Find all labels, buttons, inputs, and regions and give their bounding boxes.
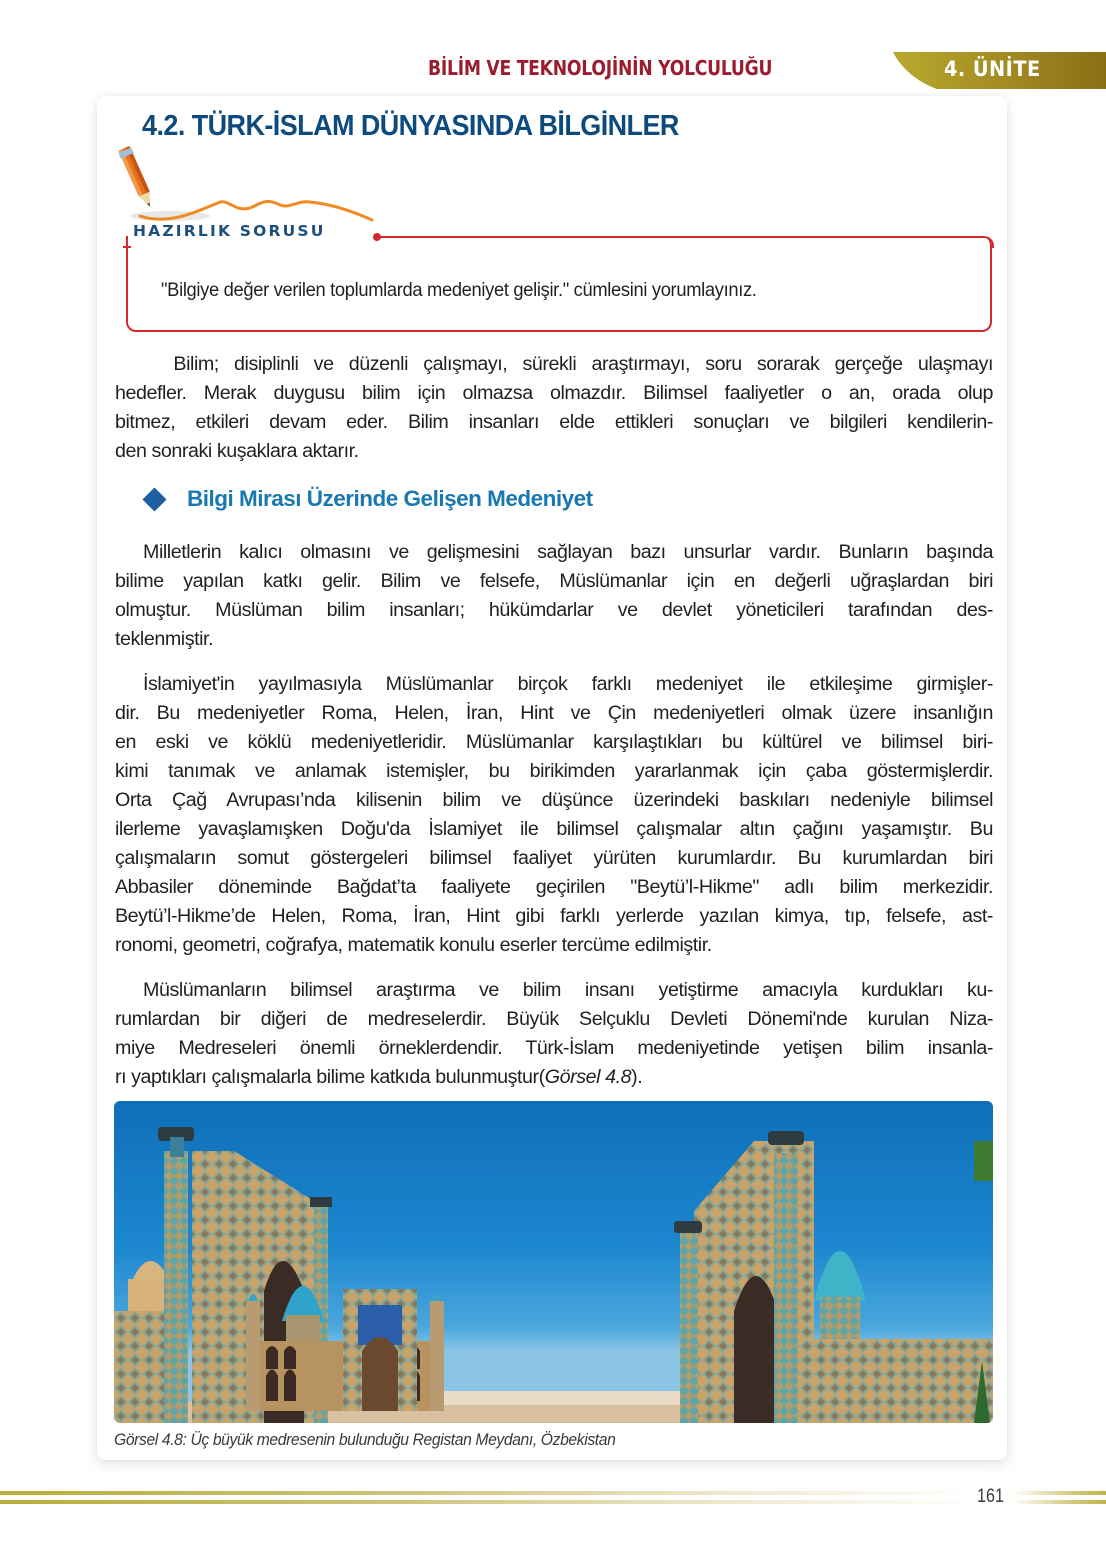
paragraph-text: ).	[631, 1066, 643, 1088]
paragraph-line	[115, 1063, 993, 1092]
paragraph-1	[115, 538, 993, 654]
preparation-question: "Bilgiye değer verilen toplumlarda medeniyet gelişir." cümlesini yorumlayınız.	[161, 279, 757, 301]
paragraph-line: Müslümanların bilimsel araştırma ve bilim insanı yetiştirme amacıyla kurdukları ku-	[143, 979, 993, 1001]
paragraph-line: kimi tanımak ve anlamak istemişler, bu birikimden yararlanmak için çaba göstermişlerdir.	[115, 760, 993, 782]
footer-rule	[1012, 1491, 1106, 1495]
figure-caption: Görsel 4.8: Üç büyük medresenin bulunduğu Registan Meydanı, Özbekistan	[114, 1431, 616, 1449]
section-title: 4.2. TÜRK-İSLAM DÜNYASINDA BİLGİNLER	[142, 110, 679, 142]
paragraph-line: Orta Çağ Avrupası’nda kilisenin bilim ve düşünce üzerindeki baskıları nedeniyle bilimsel	[115, 789, 993, 811]
subheading	[144, 486, 593, 512]
paragraph-line: çalışmaların somut göstergeleri bilimsel faaliyet yürüten kurumlardır. Bu kurumlardan biri	[115, 847, 993, 869]
preparation-label: HAZIRLIK SORUSU	[133, 222, 326, 240]
figure-reference-link[interactable]: Görsel 4.8	[544, 1066, 632, 1088]
paragraph-line: Abbasiler döneminde Bağdat’ta faaliyete geçirilen "Beytü’l-Hikme" adlı bilim merkezidir.	[115, 876, 993, 898]
subheading-title: Bilgi Mirası Üzerinde Gelişen Medeniyet	[187, 486, 593, 511]
paragraph-line: bitmez, etkileri devam eder. Bilim insanları elde ettikleri sonuçları ve bilgileri kendilerin-	[115, 411, 993, 433]
pencil-icon	[110, 140, 380, 230]
paragraph-2	[115, 670, 993, 960]
intro-paragraph	[115, 350, 993, 466]
paragraph-line: ronomi, geometri, coğrafya, matematik konulu eserler tercüme edilmiştir.	[115, 934, 712, 956]
paragraph-line: rumlardan bir diğeri de medreselerdir. Büyük Selçuklu Devleti Dönemi'nde kurulan Niza-	[115, 1008, 993, 1030]
diamond-bullet-icon	[142, 487, 166, 511]
preparation-dot	[373, 233, 381, 241]
paragraph-text: rı yaptıkları çalışmalarla bilime katkıda bulunmuştur(	[115, 1066, 545, 1088]
page-number: 161	[977, 1486, 1004, 1507]
paragraph-line: ilerleme yavaşlamışken Doğu'da İslamiyet ile bilimsel çalışmalar altın çağını yaşamıştır. Bu	[115, 818, 993, 840]
footer-rule	[0, 1491, 980, 1495]
registan-photo	[114, 1101, 993, 1423]
unit-number-label: 4. ÜNİTE	[944, 57, 1041, 81]
paragraph-line: Milletlerin kalıcı olmasını ve gelişmesini sağlayan bazı unsurlar vardır. Bunların başında	[143, 541, 993, 563]
paragraph-line: bilime yapılan katkı gelir. Bilim ve felsefe, Müslümanlar için en değerli uğraşlardan biri	[115, 570, 993, 592]
paragraph-3	[115, 976, 993, 1092]
paragraph-line: dir. Bu medeniyetler Roma, Helen, İran, Hint ve Çin medeniyetleri olmak üzere insanlığın	[115, 702, 993, 724]
paragraph-line: teklenmiştir.	[115, 628, 214, 650]
paragraph-line: den sonraki kuşaklara aktarır.	[115, 440, 359, 462]
paragraph-line: miye Medreseleri önemli örneklerdendir. Türk-İslam medeniyetinde yetişen bilim insanla-	[115, 1037, 993, 1059]
paragraph-line: olmuştur. Müslüman bilim insanları; hükümdarlar ve devlet yöneticileri tarafından des-	[115, 599, 993, 621]
footer-rule	[0, 1500, 980, 1504]
registan-illustration	[114, 1101, 993, 1423]
paragraph-line: İslamiyet'in yayılmasıyla Müslümanlar birçok farklı medeniyet ile etkileşime girmişler-	[143, 673, 993, 695]
paragraph-line: hedefler. Merak duygusu bilim için olmazsa olmazdır. Bilimsel faaliyetler o an, orada olup	[115, 382, 993, 404]
footer-rule	[1012, 1500, 1106, 1504]
paragraph-line: Bilim; disiplinli ve düzenli çalışmayı, sürekli araştırmayı, soru sorarak gerçeğe ulaşmayı	[143, 353, 993, 375]
paragraph-line: Beytü’l-Hikme’de Helen, Roma, İran, Hint gibi farklı yerlerde yazılan kimya, tıp, felsefe, ast-	[115, 905, 993, 927]
preparation-tick	[123, 246, 131, 248]
preparation-box-border	[378, 236, 982, 238]
unit-title: BİLİM VE TEKNOLOJİNİN YOLCULUĞU	[428, 56, 773, 80]
paragraph-line: en eski ve köklü medeniyetleridir. Müslümanlar karşılaştıkları bu kültürel ve bilimsel biri-	[115, 731, 993, 753]
